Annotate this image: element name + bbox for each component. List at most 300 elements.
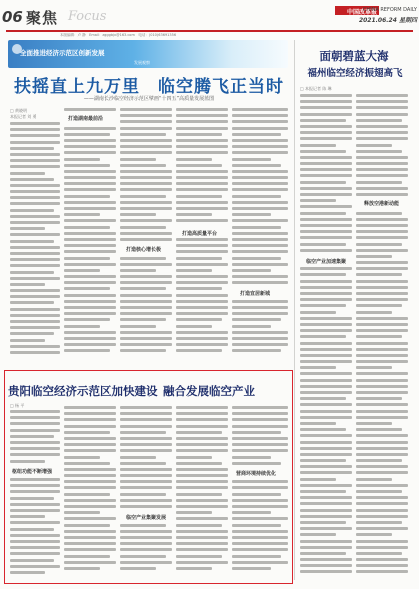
body-text-line — [300, 502, 352, 505]
body-text-line — [232, 114, 288, 117]
body-text-line — [10, 283, 45, 286]
body-text-line — [232, 207, 288, 210]
body-text-line — [176, 108, 228, 111]
lead-subhead-3: 打造高质量平台 — [182, 231, 218, 237]
body-text-line — [232, 524, 281, 527]
body-text-line — [120, 127, 172, 130]
body-text-line — [64, 536, 116, 539]
body-text-line — [232, 158, 271, 161]
body-text-line — [176, 207, 228, 210]
body-text-line — [64, 133, 110, 136]
body-text-line — [232, 269, 271, 272]
body-text-line — [10, 515, 45, 518]
body-text-line — [120, 257, 166, 260]
body-text-line — [232, 325, 271, 328]
body-text-line — [300, 496, 352, 499]
body-text-line — [356, 459, 402, 462]
highlight-column-5 — [232, 406, 288, 578]
body-text-line — [356, 490, 402, 493]
body-text-line — [120, 462, 166, 465]
body-text-line — [120, 226, 166, 229]
body-text-line — [64, 418, 116, 421]
body-text-line — [10, 122, 60, 125]
body-text-line — [10, 429, 60, 432]
body-text-line — [356, 366, 392, 369]
body-text-line — [232, 275, 288, 278]
body-text-line — [120, 474, 172, 477]
body-text-line — [356, 422, 392, 425]
body-text-line — [300, 564, 352, 567]
highlight-title-part2: 融合发展临空产业 — [163, 384, 255, 398]
body-text-line — [232, 164, 281, 167]
body-text-line — [176, 306, 228, 309]
body-text-line — [300, 372, 352, 375]
body-text-line — [10, 534, 60, 537]
body-text-line — [300, 131, 352, 134]
body-text-line — [120, 312, 172, 315]
body-text-line — [64, 238, 116, 241]
body-text-line — [176, 312, 228, 315]
highlight-byline: □ 杨 平 — [10, 403, 25, 408]
body-text-line — [300, 558, 352, 561]
body-text-line — [120, 493, 166, 496]
body-text-line — [356, 162, 408, 165]
body-text-line — [356, 137, 408, 140]
body-text-line — [300, 106, 352, 109]
body-text-line — [10, 546, 60, 549]
highlight-subhead-3: 营商环境持续优化 — [236, 471, 277, 477]
body-text-line — [120, 114, 172, 117]
body-text-line — [10, 172, 45, 175]
body-text-line — [356, 428, 402, 431]
body-text-line — [120, 182, 172, 185]
body-text-line — [176, 468, 228, 471]
body-text-line — [300, 453, 352, 456]
body-text-line — [300, 267, 352, 270]
body-text-line — [356, 273, 402, 276]
body-text-line — [120, 567, 156, 570]
body-text-line — [300, 335, 346, 338]
body-text-line — [64, 406, 116, 409]
body-text-line — [10, 320, 60, 323]
body-text-line — [232, 244, 288, 247]
body-text-line — [64, 151, 116, 154]
right-column-2 — [356, 94, 408, 580]
body-text-line — [120, 300, 172, 303]
right-subhead-2: 释放空港新动能 — [364, 201, 400, 207]
lead-subhead-1: 打造湖南最前沿 — [68, 116, 104, 122]
body-text-line — [232, 443, 288, 446]
body-text-line — [356, 434, 408, 437]
body-text-line — [356, 255, 392, 258]
body-text-line — [10, 295, 60, 298]
body-text-line — [120, 412, 172, 415]
body-text-line — [120, 456, 156, 459]
body-text-line — [356, 261, 408, 264]
body-text-line — [176, 145, 228, 148]
body-text-line — [356, 267, 408, 270]
body-text-line — [10, 153, 60, 156]
body-text-line — [10, 215, 60, 218]
body-text-line — [232, 425, 288, 428]
body-text-line — [176, 493, 222, 496]
body-text-line — [300, 317, 352, 320]
body-text-line — [64, 331, 116, 334]
body-text-line — [232, 511, 271, 514]
body-text-line — [356, 397, 402, 400]
body-text-line — [176, 449, 228, 452]
body-text-line — [176, 325, 212, 328]
body-text-line — [356, 236, 408, 239]
right-article-title-line2: 福州临空经济振翅高飞 — [307, 68, 403, 79]
right-article-byline: □ 本报记者 陈 琳 — [300, 86, 332, 91]
body-text-line — [176, 499, 228, 502]
body-text-line — [64, 108, 116, 111]
body-text-line — [300, 218, 352, 221]
body-text-line — [356, 168, 408, 171]
body-text-line — [300, 119, 346, 122]
body-text-line — [300, 465, 352, 468]
body-text-line — [120, 431, 166, 434]
body-text-line — [176, 219, 228, 222]
body-text-line — [232, 548, 288, 551]
section-name: 聚焦 — [26, 9, 59, 27]
body-text-line — [64, 524, 110, 527]
body-text-line — [120, 269, 156, 272]
body-text-line — [232, 449, 288, 452]
body-text-line — [356, 311, 392, 314]
body-text-line — [356, 496, 408, 499]
body-text-line — [300, 249, 352, 252]
banner-subtitle: 发展观察 — [134, 60, 150, 65]
body-text-line — [176, 287, 222, 290]
body-text-line — [120, 318, 166, 321]
body-text-line — [10, 252, 60, 255]
body-text-line — [64, 294, 116, 297]
body-text-line — [232, 456, 271, 459]
body-text-line — [356, 478, 392, 481]
body-text-line — [232, 257, 281, 260]
body-text-line — [10, 221, 60, 224]
body-text-line — [356, 509, 408, 512]
body-text-line — [300, 366, 336, 369]
lead-article-title: 扶摇直上九万里 临空腾飞正当时 — [14, 77, 284, 97]
body-text-line — [300, 168, 352, 171]
body-text-line — [10, 503, 60, 506]
body-text-line — [64, 213, 100, 216]
body-text-line — [232, 349, 281, 352]
body-text-line — [10, 233, 60, 236]
body-text-line — [120, 325, 156, 328]
body-text-line — [10, 435, 54, 438]
highlight-subhead-2: 临空产业集聚发展 — [126, 515, 167, 521]
body-text-line — [356, 243, 402, 246]
body-text-line — [120, 437, 172, 440]
body-text-line — [232, 201, 288, 204]
body-text-line — [300, 174, 352, 177]
body-text-line — [10, 165, 60, 168]
body-text-line — [300, 199, 336, 202]
body-text-line — [120, 207, 172, 210]
body-text-line — [64, 201, 116, 204]
body-text-line — [356, 391, 408, 394]
body-text-line — [10, 509, 60, 512]
body-text-line — [64, 257, 110, 260]
body-text-line — [10, 271, 54, 274]
body-text-line — [64, 474, 116, 477]
body-text-line — [176, 120, 228, 123]
body-text-line — [10, 178, 54, 181]
body-text-line — [10, 301, 54, 304]
body-text-line — [232, 226, 281, 229]
body-text-line — [232, 306, 288, 309]
body-text-line — [64, 555, 110, 558]
body-text-line — [10, 410, 60, 413]
body-text-line — [120, 480, 172, 483]
body-text-line — [176, 412, 228, 415]
body-text-line — [232, 182, 288, 185]
body-text-line — [176, 281, 228, 284]
body-text-line — [300, 100, 352, 103]
body-text-line — [64, 480, 116, 483]
body-text-line — [232, 343, 288, 346]
body-text-line — [176, 517, 228, 520]
column-divider — [294, 40, 295, 580]
body-text-line — [356, 416, 408, 419]
body-text-line — [10, 478, 60, 481]
body-text-line — [120, 542, 172, 545]
body-text-line — [10, 565, 60, 568]
body-text-line — [300, 342, 352, 345]
body-text-line — [64, 431, 110, 434]
body-text-line — [10, 441, 60, 444]
body-text-line — [232, 232, 288, 235]
body-text-line — [300, 150, 346, 153]
lead-byline-1: □ 黄晓明 — [10, 108, 28, 113]
body-text-line — [356, 570, 408, 573]
body-text-line — [120, 443, 172, 446]
body-text-line — [300, 205, 352, 208]
body-text-line — [64, 449, 116, 452]
body-text-line — [356, 465, 408, 468]
body-text-line — [64, 517, 116, 520]
body-text-line — [232, 542, 288, 545]
body-text-line — [176, 567, 212, 570]
body-text-line — [356, 224, 408, 227]
body-text-line — [300, 490, 346, 493]
body-text-line — [356, 174, 408, 177]
body-text-line — [120, 486, 172, 489]
body-text-line — [232, 517, 288, 520]
body-text-line — [64, 493, 110, 496]
body-text-line — [176, 164, 222, 167]
body-text-line — [232, 312, 288, 315]
body-text-line — [120, 343, 172, 346]
body-text-line — [176, 182, 228, 185]
body-text-line — [356, 106, 408, 109]
body-text-line — [176, 318, 222, 321]
body-text-line — [356, 94, 408, 97]
body-text-line — [176, 486, 228, 489]
body-text-line — [120, 287, 166, 290]
body-text-line — [176, 158, 212, 161]
body-text-line — [356, 218, 408, 221]
body-text-line — [10, 326, 60, 329]
body-text-line — [64, 207, 116, 210]
body-text-line — [300, 181, 346, 184]
body-text-line — [232, 437, 288, 440]
body-text-line — [176, 133, 222, 136]
body-text-line — [176, 213, 212, 216]
body-text-line — [176, 300, 228, 303]
body-text-line — [64, 281, 116, 284]
body-text-line — [356, 100, 408, 103]
body-text-line — [300, 243, 346, 246]
body-text-line — [10, 258, 60, 261]
body-text-line — [64, 318, 110, 321]
body-text-line — [300, 434, 352, 437]
body-text-line — [356, 447, 408, 450]
right-subhead-1: 临空产业加速集聚 — [306, 259, 347, 265]
body-text-line — [64, 269, 100, 272]
body-text-line — [176, 331, 228, 334]
body-text-line — [64, 312, 116, 315]
body-text-line — [64, 232, 116, 235]
body-text-line — [176, 536, 228, 539]
body-text-line — [64, 561, 116, 564]
body-text-line — [176, 548, 228, 551]
body-text-line — [176, 226, 222, 229]
body-text-line — [356, 335, 402, 338]
body-text-line — [300, 354, 352, 357]
body-text-line — [300, 156, 352, 159]
body-text-line — [232, 188, 288, 191]
body-text-line — [64, 462, 110, 465]
body-text-line — [64, 542, 116, 545]
body-text-line — [64, 127, 116, 130]
highlight-title-part1: 贵阳临空经济示范区加快建设 — [8, 384, 158, 398]
body-text-line — [232, 530, 288, 533]
body-text-line — [232, 213, 271, 216]
body-text-line — [300, 509, 352, 512]
body-text-line — [232, 561, 288, 564]
section-name-en: Focus — [68, 9, 107, 24]
highlight-column-4 — [176, 406, 228, 578]
body-text-line — [300, 323, 352, 326]
body-text-line — [176, 456, 212, 459]
body-text-line — [64, 182, 116, 185]
body-text-line — [300, 273, 346, 276]
body-text-line — [120, 108, 172, 111]
body-text-line — [356, 484, 408, 487]
body-text-line — [232, 499, 288, 502]
body-text-line — [10, 552, 60, 555]
lead-column-3 — [120, 108, 172, 362]
body-text-line — [356, 304, 402, 307]
body-text-line — [176, 257, 222, 260]
body-text-line — [356, 354, 408, 357]
body-text-line — [64, 499, 116, 502]
body-text-line — [120, 139, 172, 142]
body-text-line — [64, 195, 110, 198]
body-text-line — [356, 453, 408, 456]
body-text-line — [232, 263, 288, 266]
body-text-line — [120, 425, 172, 428]
body-text-line — [300, 410, 352, 413]
body-text-line — [10, 460, 45, 463]
body-text-line — [356, 441, 408, 444]
body-text-line — [356, 385, 408, 388]
body-text-line — [10, 351, 60, 354]
body-text-line — [300, 447, 352, 450]
body-text-line — [176, 238, 228, 241]
body-text-line — [120, 164, 166, 167]
body-text-line — [356, 410, 408, 413]
body-text-line — [120, 499, 172, 502]
body-text-line — [120, 468, 172, 471]
body-text-line — [300, 379, 352, 382]
page-number: 06 — [2, 8, 23, 26]
body-text-line — [232, 462, 281, 465]
body-text-line — [232, 331, 288, 334]
body-text-line — [300, 292, 352, 295]
body-text-line — [300, 478, 336, 481]
body-text-line — [120, 331, 172, 334]
body-text-line — [232, 418, 288, 421]
body-text-line — [64, 250, 116, 253]
body-text-line — [64, 505, 116, 508]
body-text-line — [10, 447, 60, 450]
body-text-line — [300, 193, 352, 196]
body-text-line — [300, 428, 346, 431]
body-text-line — [356, 212, 402, 215]
body-text-line — [120, 158, 156, 161]
body-text-line — [176, 406, 228, 409]
body-text-line — [64, 349, 110, 352]
masthead-logo: 中国改革报 — [346, 9, 377, 16]
body-text-line — [10, 521, 60, 524]
body-text-line — [176, 294, 228, 297]
body-text-line — [10, 202, 60, 205]
body-text-line — [120, 195, 166, 198]
body-text-line — [232, 505, 288, 508]
lead-article-subtitle: ——湖南长沙临空经济示范区擘画“十四五”高质量发展蓝图 — [83, 96, 215, 102]
body-text-line — [356, 540, 408, 543]
body-text-line — [64, 412, 116, 415]
body-text-line — [120, 505, 172, 508]
body-text-line — [356, 187, 408, 190]
body-text-line — [64, 548, 116, 551]
body-text-line — [176, 275, 228, 278]
body-text-line — [120, 306, 172, 309]
body-text-line — [232, 170, 288, 173]
body-text-line — [232, 127, 288, 130]
body-text-line — [232, 120, 288, 123]
body-text-line — [356, 125, 408, 128]
body-text-line — [64, 244, 116, 247]
body-text-line — [10, 196, 60, 199]
body-text-line — [120, 281, 172, 284]
body-text-line — [120, 548, 172, 551]
body-text-line — [232, 567, 271, 570]
body-text-line — [64, 325, 100, 328]
body-text-line — [10, 540, 60, 543]
body-text-line — [232, 151, 288, 154]
banner-title: 全面推进经济示范区创新发展 — [20, 49, 105, 57]
body-text-line — [64, 437, 116, 440]
body-text-line — [176, 244, 228, 247]
body-text-line — [232, 219, 288, 222]
